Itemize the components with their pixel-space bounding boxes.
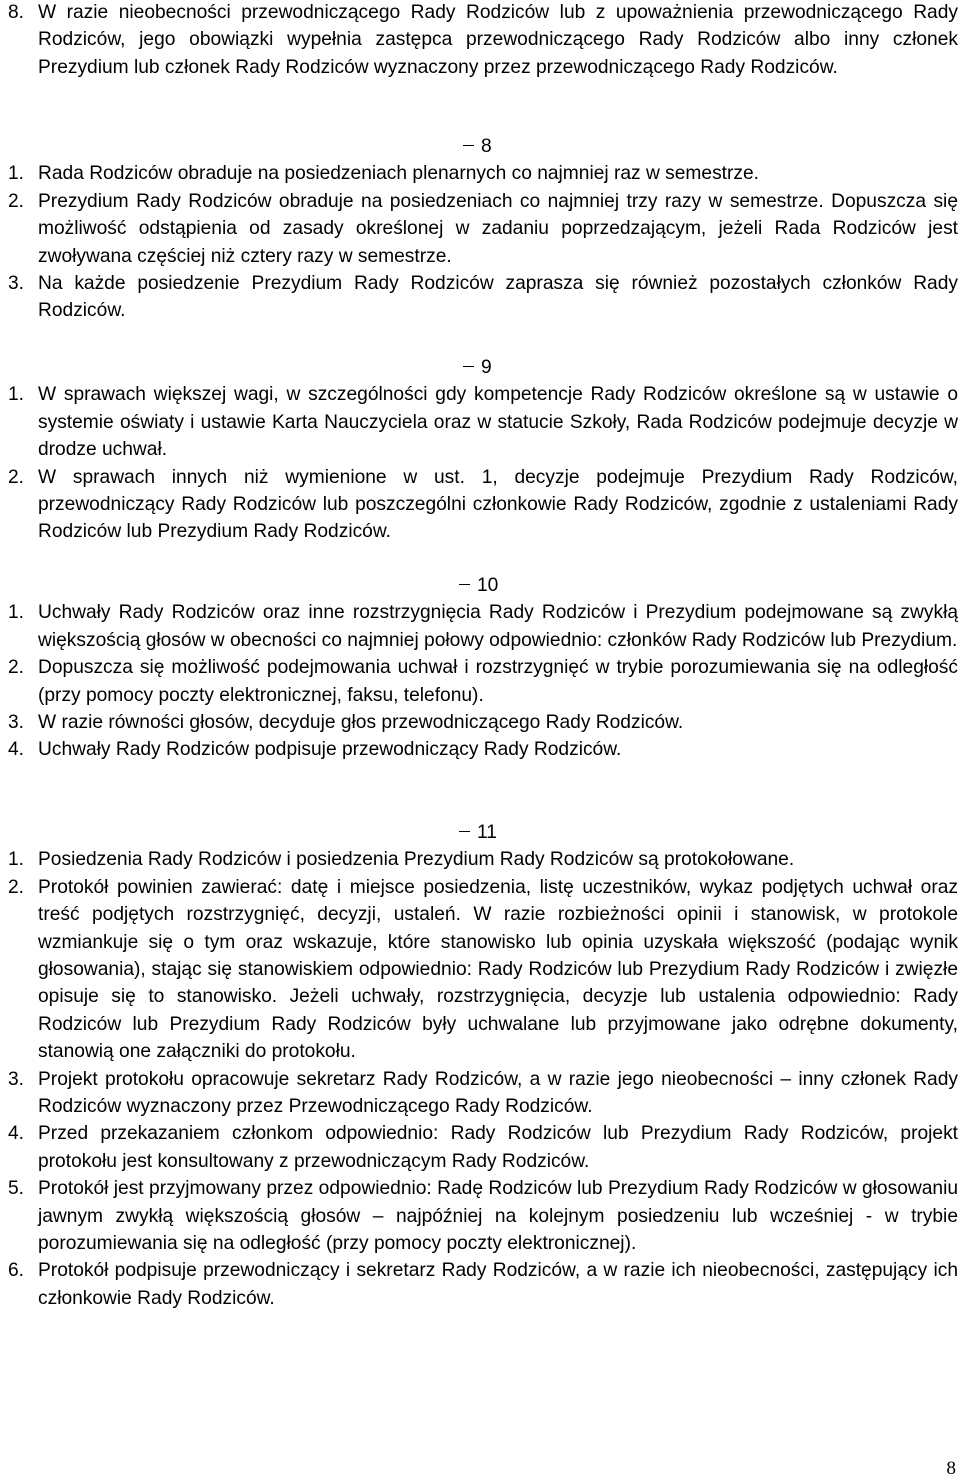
section-11 [0,819,960,1312]
section-9 [0,354,960,546]
section-heading [0,354,960,381]
item-number: 4. [8,1123,25,1145]
list-item [0,1257,960,1312]
item-number: 4. [8,739,25,761]
list-item [0,160,960,187]
item-number: 2. [8,657,25,679]
item-text: Projekt protokołu opracowuje sekretarz Rady Rodziców, a w razie jego nieobecności – inny członek Rady Rodziców wyznaczony przez Przewodniczącego Rady Rodziców. [38,1068,958,1118]
item-number: 1. [8,849,25,871]
item-text: Przed przekazaniem członkom odpowiednio: Rady Rodziców lub Prezydium Rady Rodziców, projekt protokołu jest konsultowany z przewodniczącym Rady Rodziców. [38,1123,958,1172]
section-number: 9 [481,357,492,378]
item-number: 6. [8,1260,25,1282]
section-8 [0,133,960,325]
list-item [0,599,960,654]
section-mark [463,366,474,377]
item-number: 1. [8,602,25,624]
section-heading [0,572,960,599]
item-number: 8. [8,2,25,23]
item-text: W sprawach innych niż wymienione w ust. 1, decyzje podejmuje Prezydium Rady Rodziców, przewodniczący Rady Rodziców lub poszczególni członkowie Rady Rodziców, zgodnie z ustaleniami Rady Rodziców lub Prezydium Rady Rodziców. [38,466,958,543]
section-mark [459,831,470,842]
section-number: 11 [477,822,497,843]
list-item [0,188,960,270]
list-item [0,0,960,81]
item-text: Protokół jest przyjmowany przez odpowiednio: Radę Rodziców lub Prezydium Rady Rodziców w głosowaniu jawnym zwykłą większością głosów – najpóźniej na kolejnym posiedzeniu lub wcześniej - w trybie porozumiewania się na odległość (przy pomocy poczty elektronicznej). [38,1178,958,1255]
list-item [0,270,960,325]
list-item [0,874,960,1066]
section-heading [0,133,960,160]
item-number: 2. [8,876,25,898]
list-item [0,1175,960,1257]
item-number: 1. [8,163,25,185]
section-mark [459,584,470,595]
item-number: 1. [8,384,25,406]
item-number: 3. [8,1068,25,1090]
item-text: W razie równości głosów, decyduje głos przewodniczącego Rady Rodziców. [38,712,684,734]
page-number: 8 [946,1458,956,1479]
list-item [0,846,960,873]
item-text: Protokół powinien zawierać: datę i miejsce posiedzenia, listę uczestników, wykaz podjętych uchwał oraz treść podjętych rozstrzygnięć, decyzji, ustaleń. W razie rozbieżności opinii i stanowisk, w protokole wzmiankuje się o tym oraz wskazuje, które stanowisko lub opinia uzyskała większość (podając wynik głosowania), stając się stanowiskiem odpowiednio: Rady Rodziców lub Prezydium Rady Rodziców i zwięzłe opisuje się to stanowisko. Jeżeli uchwały, rozstrzygnięcia, decyzje lub ustalenia odpowiednio: Rady Rodziców lub Prezydium Rady Rodziców były uchwalane lub przyjmowane jako odrębne dokumenty, stanowią one załączniki do protokołu. [38,876,958,1063]
section-mark [463,145,474,156]
item-number: 5. [8,1178,25,1200]
item-text: Na każde posiedzenie Prezydium Rady Rodziców zaprasza się również pozostałych członków Rady Rodziców. [38,273,958,322]
item-text: W razie nieobecności przewodniczącego Rady Rodziców lub z upoważnienia przewodniczącego Rady Rodziców, jego obowiązki wypełnia zastępca przewodniczącego Rady Rodziców albo inny członek Prezydium lub członek Rady Rodziców wyznaczony przez przewodniczącego Rady Rodziców. [38,2,958,78]
section-number: 10 [477,575,499,596]
list-item [0,1066,960,1121]
list-item [0,464,960,546]
item-number: 2. [8,466,25,488]
list-item [0,381,960,463]
item-number: 3. [8,712,25,734]
item-text: Protokół podpisuje przewodniczący i sekretarz Rady Rodziców, a w razie ich nieobecności, zastępujący ich członkowie Rady Rodziców. [38,1260,958,1309]
section-10 [0,572,960,764]
item-number: 3. [8,273,25,295]
item-text: Rada Rodziców obraduje na posiedzeniach plenarnych co najmniej raz w semestrze. [38,163,759,185]
item-text: Uchwały Rady Rodziców podpisuje przewodniczący Rady Rodziców. [38,739,622,761]
list-item [0,1120,960,1175]
item-text: Prezydium Rady Rodziców obraduje na posiedzeniach co najmniej trzy razy w semestrze. Dopuszcza się możliwość odstąpienia od zasady określonej w zadaniu poprzedzającym, jeżeli Rada Rodziców jest zwoływana częściej niż cztery razy w semestrze. [38,190,958,267]
section-heading [0,819,960,846]
list-item [0,709,960,736]
list-item [0,736,960,763]
section-number: 8 [481,136,492,157]
section-preamble [0,0,960,81]
list-item [0,654,960,709]
item-number: 2. [8,190,25,212]
item-text: Dopuszcza się możliwość podejmowania uchwał i rozstrzygnięć w trybie porozumiewania się na odległość (przy pomocy poczty elektronicznej, faksu, telefonu). [38,657,958,706]
item-text: W sprawach większej wagi, w szczególności gdy kompetencje Rady Rodziców określone są w ustawie o systemie oświaty i ustawie Karta Nauczyciela oraz w statucie Szkoły, Rada Rodziców podejmuje decyzje w drodze uchwał. [38,384,958,461]
item-text: Uchwały Rady Rodziców oraz inne rozstrzygnięcia Rady Rodziców i Prezydium podejmowane są zwykłą większością głosów w obecności co najmniej połowy odpowiednio: członków Rady Rodziców lub Prezydium. [38,602,958,651]
item-text: Posiedzenia Rady Rodziców i posiedzenia Prezydium Rady Rodziców są protokołowane. [38,849,795,871]
